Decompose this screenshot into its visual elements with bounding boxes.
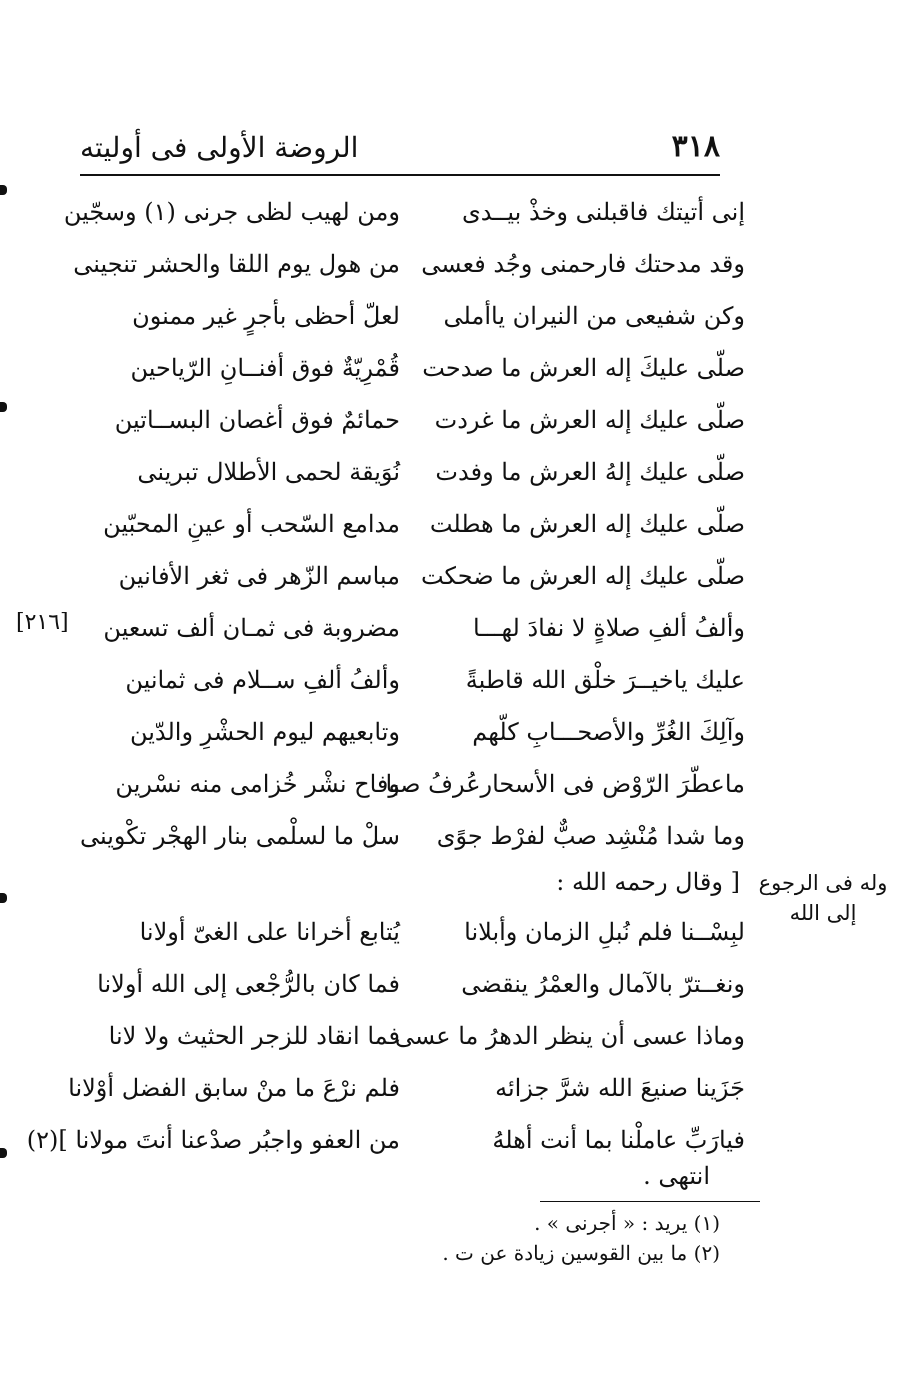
- verse-line: [100, 394, 745, 446]
- footnote-rule: [540, 1201, 760, 1202]
- verse-second-hemistich: فما كان بالرُّجْعى إلى الله أولانا: [97, 970, 400, 998]
- verse-first-hemistich: وماذا عسى أن ينظر الدهرُ ما عسى: [394, 1022, 745, 1050]
- verse-first-hemistich: وألفُ ألفِ صلاةٍ لا نفادَ لهـــا: [473, 614, 745, 642]
- verse-first-hemistich: لبِسْــنا فلم نُبلِ الزمان وأبلانا: [464, 918, 745, 946]
- verse-second-hemistich: فما انقاد للزجر الحثيث ولا لانا: [108, 1022, 400, 1050]
- verse-line: [63, 186, 745, 238]
- verse-line: [100, 906, 745, 958]
- verse-second-hemistich: ومن لهيب لظى جرنى (١) وسجّين: [63, 198, 400, 226]
- verse-second-hemistich: مباسم الزّهر فى ثغر الأفانين: [118, 562, 400, 590]
- page-number: ٣١٨: [671, 129, 720, 164]
- verse-second-hemistich: وتابعيهم ليوم الحشْرِ والدّين: [129, 718, 400, 746]
- verse-second-hemistich: سلْ ما لسلْمى بنار الهجْر تكْوينى: [79, 822, 400, 850]
- verse-second-hemistich: يُتابع أخرانا على الغىّ أولانا: [139, 918, 400, 946]
- scan-edge-mark: [0, 1148, 7, 1158]
- scan-edge-mark: [0, 402, 7, 412]
- verse-line: [73, 238, 745, 290]
- margin-side-note: وله فى الرجوع إلى الله: [758, 871, 888, 925]
- verse-first-hemistich: وقد مدحتك فارحمنى وجُد فعسى: [421, 250, 745, 278]
- verse-line: [68, 1062, 745, 1114]
- verse-first-hemistich: إنى أتيتك فاقبلنى وخذْ بيــدى: [461, 198, 745, 226]
- verse-first-hemistich: صلّى عليك إلهُ العرش ما وفدت: [435, 458, 745, 486]
- verse-second-hemistich: لعلّ أحظى بأجرٍ غير ممنون: [132, 302, 400, 330]
- poem-block-bottom: [26, 906, 745, 1166]
- verse-line: [100, 706, 745, 758]
- verse-first-hemistich: ونغــترّ بالآمال والعمْرُ ينقضى: [461, 970, 745, 998]
- verse-first-hemistich: جَزَينا صنيعَ الله شرَّ جزائه: [495, 1074, 745, 1102]
- verse-second-hemistich: من العفو واجبُر صدْعنا أنتَ مولانا ](٢): [26, 1126, 400, 1154]
- verse-second-hemistich: قُمْرِيّةٌ فوق أفنــانِ الرّياحين: [130, 354, 400, 382]
- verse-line: [100, 550, 745, 602]
- poem-block-top: [63, 186, 745, 862]
- running-title: الروضة الأولى فى أوليته: [80, 131, 359, 164]
- verse-first-hemistich: صلّى عليك إله العرش ما ضحكت: [420, 562, 745, 590]
- verse-first-hemistich: وآلِكَ الغُرِّ والأصحـــابِ كلّهم: [472, 718, 745, 746]
- page-header: [80, 120, 720, 164]
- verse-second-hemistich: من هول يوم اللقا والحشر تنجينى: [73, 250, 400, 278]
- verse-line: [100, 290, 745, 342]
- verse-line: [100, 758, 745, 810]
- verse-first-hemistich: وما شدا مُنْشِد صبٌّ لفرْط جوًى: [436, 822, 745, 850]
- verse-line: [79, 810, 745, 862]
- verse-first-hemistich: صلّى عليك إله العرش ما هطلت: [429, 510, 745, 538]
- verse-first-hemistich: ماعطّرَ الرّوْض فى الأسحارعُرفُ صبا: [385, 770, 745, 798]
- verse-line: [100, 498, 745, 550]
- verse-second-hemistich: مضروبة فى ثمـان ألف تسعين: [103, 614, 400, 642]
- closing-word: انتهى .: [643, 1162, 710, 1190]
- verse-first-hemistich: صلّى عليكَ إله العرش ما صدحت: [422, 354, 745, 382]
- footnote-2: (٢) ما بين القوسين زيادة عن ت .: [442, 1241, 720, 1265]
- scan-edge-mark: [0, 185, 7, 195]
- header-rule: [80, 174, 720, 176]
- verse-second-hemistich: حمائمٌ فوق أغصان البســاتين: [114, 406, 400, 434]
- verse-line: [100, 1010, 745, 1062]
- verse-first-hemistich: وكن شفيعى من النيران ياأملى: [443, 302, 745, 330]
- verse-second-hemistich: وألفُ ألفِ ســلام فى ثمانين: [125, 666, 400, 694]
- footnotes: [420, 1208, 720, 1268]
- verse-line: [26, 1114, 745, 1166]
- verse-line: [97, 958, 745, 1010]
- verse-line: [100, 342, 745, 394]
- section-heading: [ وقال رحمه الله :: [556, 868, 740, 896]
- verse-first-hemistich: عليك ياخيــرَ خلْق الله قاطبةً: [465, 666, 745, 694]
- verse-second-hemistich: نُوَيقة لحمى الأطلال تبرينى: [137, 458, 400, 486]
- margin-reference: [٢١٦]: [16, 610, 69, 635]
- verse-second-hemistich: مدامع السّحب أو عينِ المحبّين: [103, 510, 400, 538]
- verse-second-hemistich: وفاح نشْر خُزامى منه نسْرين: [115, 770, 400, 798]
- verse-first-hemistich: صلّى عليك إله العرش ما غردت: [434, 406, 745, 434]
- scan-edge-mark: [0, 893, 7, 903]
- footnote-1: (١) يريد : « أجرنى » .: [534, 1211, 720, 1235]
- verse-line: [100, 446, 745, 498]
- verse-first-hemistich: فيارَبِّ عاملْنا بما أنت أهلهُ: [492, 1126, 745, 1154]
- verse-line: [100, 602, 745, 654]
- verse-second-hemistich: فلم نرْعَ ما منْ سابق الفضل أوْلانا: [68, 1074, 400, 1102]
- verse-line: [100, 654, 745, 706]
